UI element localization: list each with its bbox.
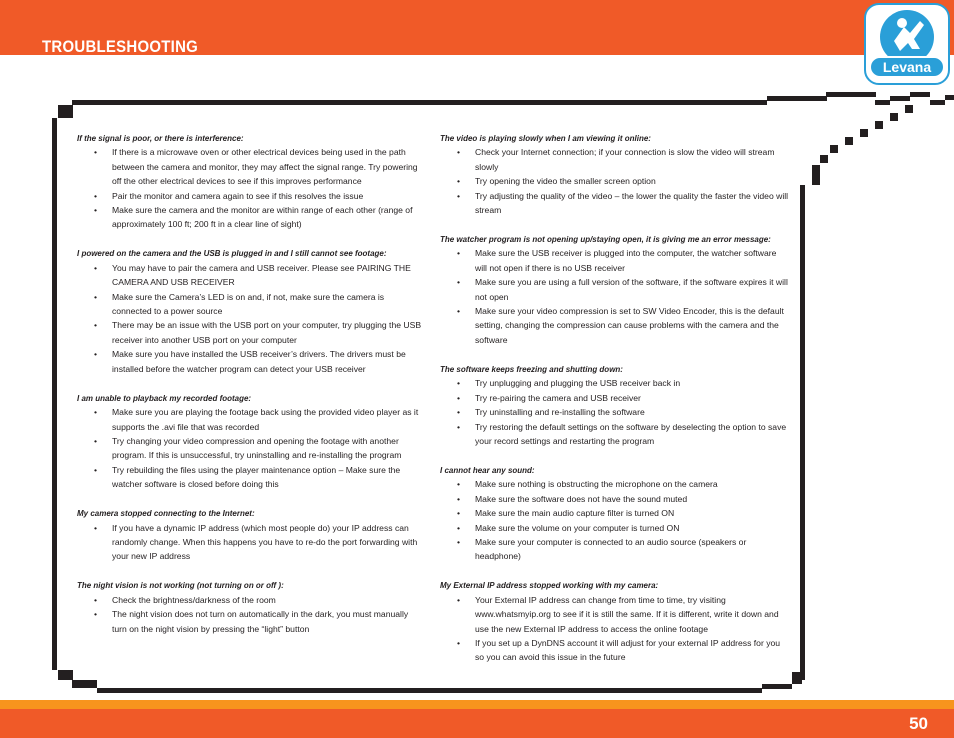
faq-section <box>440 362 790 448</box>
section-heading: I cannot hear any sound: <box>440 464 535 475</box>
bullet-list <box>77 145 425 231</box>
faq-section <box>440 232 790 347</box>
list-item: • Try re-pairing the camera and USB receiver <box>457 392 641 403</box>
section-heading: I powered on the camera and the USB is plugged in and I still cannot see footage: <box>77 248 387 259</box>
list-item: • The night vision does not turn on automatically in the dark, you must manually turn on the night vision by pressing the “light” button <box>94 609 409 634</box>
faq-section <box>440 578 790 664</box>
list-item: • Try uninstalling and re-installing the software <box>457 407 645 418</box>
list-item: • If you set up a DynDNS account it will adjust for your external IP address for you so you can avoid this issue in the future <box>457 637 781 663</box>
page-title: TROUBLESHOOTING <box>42 37 199 56</box>
list-item: • Try restoring the default settings on the software by deselecting the option to save your record settings and restarting the program <box>457 421 787 446</box>
bullet-list <box>77 521 425 564</box>
faq-section <box>440 463 790 564</box>
list-item: • Make sure you are using a full version of the software, if the software expires it will not open <box>457 277 788 302</box>
list-item: • Make sure the USB receiver is plugged into the computer, the watcher software will not open if there is no USB receiver <box>457 248 777 273</box>
right-column <box>440 131 790 679</box>
page-number: 50 <box>909 714 928 733</box>
list-item: • If there is a microwave oven or other electrical devices being used in the path between the camera and monitor, they may affect the signal range. Try powering off the other electrical devices to see if this improves performance <box>94 147 418 187</box>
bullet-list <box>77 261 425 376</box>
list-item: • Your External IP address can change from time to time, try visiting www.whatsmyip.org to see if it is still the same. If it is different, write it down and use the new External IP address to access the online footage <box>457 594 779 634</box>
list-item: • Pair the monitor and camera again to see if this resolves the issue <box>94 190 364 201</box>
list-item: • If you have a dynamic IP address (which most people do) your IP address can randomly change. When this happens you have to re-do the port forwarding with your new IP address <box>94 522 418 562</box>
faq-section <box>77 391 425 492</box>
bullet-list <box>440 246 790 347</box>
list-item: • Check your Internet connection; if your connection is slow the video will stream slowly <box>457 147 775 172</box>
list-item: • Try unplugging and plugging the USB receiver back in <box>457 378 681 389</box>
list-item: • Make sure the software does not have the sound muted <box>457 493 688 504</box>
section-heading: The watcher program is not opening up/staying open, it is giving me an error message: <box>440 234 771 245</box>
footer-band <box>0 709 954 738</box>
faq-section <box>77 578 425 636</box>
list-item: • There may be an issue with the USB port on your computer, try plugging the USB receiver into another USB port on your computer <box>94 320 422 345</box>
list-item: • Make sure your video compression is set to SW Video Encoder, this is the default setting, changing the compression can cause problems with the camera and the software <box>457 306 784 345</box>
section-heading: My External IP address stopped working with my camera: <box>440 580 659 591</box>
list-item: • Make sure you have installed the USB receiver’s drivers. The drivers must be installed before the watcher program can detect your USB receiver <box>94 349 406 374</box>
bullet-list <box>440 593 790 665</box>
bullet-list <box>440 376 790 448</box>
section-heading: I am unable to playback my recorded footage: <box>77 392 252 403</box>
levana-logo <box>864 3 950 85</box>
section-heading: The video is playing slowly when I am viewing it online: <box>440 133 651 143</box>
list-item: • Make sure the Camera’s LED is on and, if not, make sure the camera is connected to a power source <box>94 291 385 317</box>
list-item: • Try adjusting the quality of the video – the lower the quality the faster the video will stream <box>457 190 789 216</box>
logo-text: Levana <box>882 59 932 75</box>
list-item: • You may have to pair the camera and USB receiver. Please see PAIRING THE CAMERA AND USB RECEIVER <box>94 262 411 288</box>
section-heading: The software keeps freezing and shutting down: <box>440 363 623 374</box>
list-item: • Try changing your video compression and opening the footage with another program. If this is unsuccessful, try uninstalling and re-installing the program <box>94 435 402 461</box>
list-item: • Make sure you are playing the footage back using the provided video player as it supports the .avi file that was recorded <box>94 407 419 432</box>
bullet-list <box>77 405 425 491</box>
left-column <box>77 131 425 651</box>
section-heading: My camera stopped connecting to the Internet: <box>77 508 255 519</box>
bullet-list <box>77 593 425 636</box>
list-item: • Make sure the main audio capture filter is turned ON <box>457 508 675 519</box>
list-item: • Make sure nothing is obstructing the microphone on the camera <box>457 479 718 490</box>
faq-section <box>440 131 790 217</box>
faq-section <box>77 246 425 376</box>
faq-section <box>77 131 425 232</box>
list-item: • Check the brightness/darkness of the room <box>94 594 276 605</box>
bullet-list <box>440 477 790 563</box>
faq-section <box>77 506 425 564</box>
list-item: • Make sure the volume on your computer is turned ON <box>457 522 680 533</box>
section-heading: The night vision is not working (not turning on or off ): <box>77 580 284 591</box>
section-heading: If the signal is poor, or there is interference: <box>77 133 244 143</box>
list-item: • Make sure your computer is connected to an audio source (speakers or headphone) <box>457 536 747 562</box>
list-item: • Make sure the camera and the monitor are within range of each other (range of approximately 100 ft; 200 ft in a clear line of sight) <box>94 205 413 230</box>
list-item: • Try rebuilding the files using the player maintenance option – Make sure the watcher software is closed before doing this <box>94 464 401 490</box>
bullet-list <box>440 145 790 217</box>
list-item: • Try opening the video the smaller screen option <box>457 176 656 187</box>
